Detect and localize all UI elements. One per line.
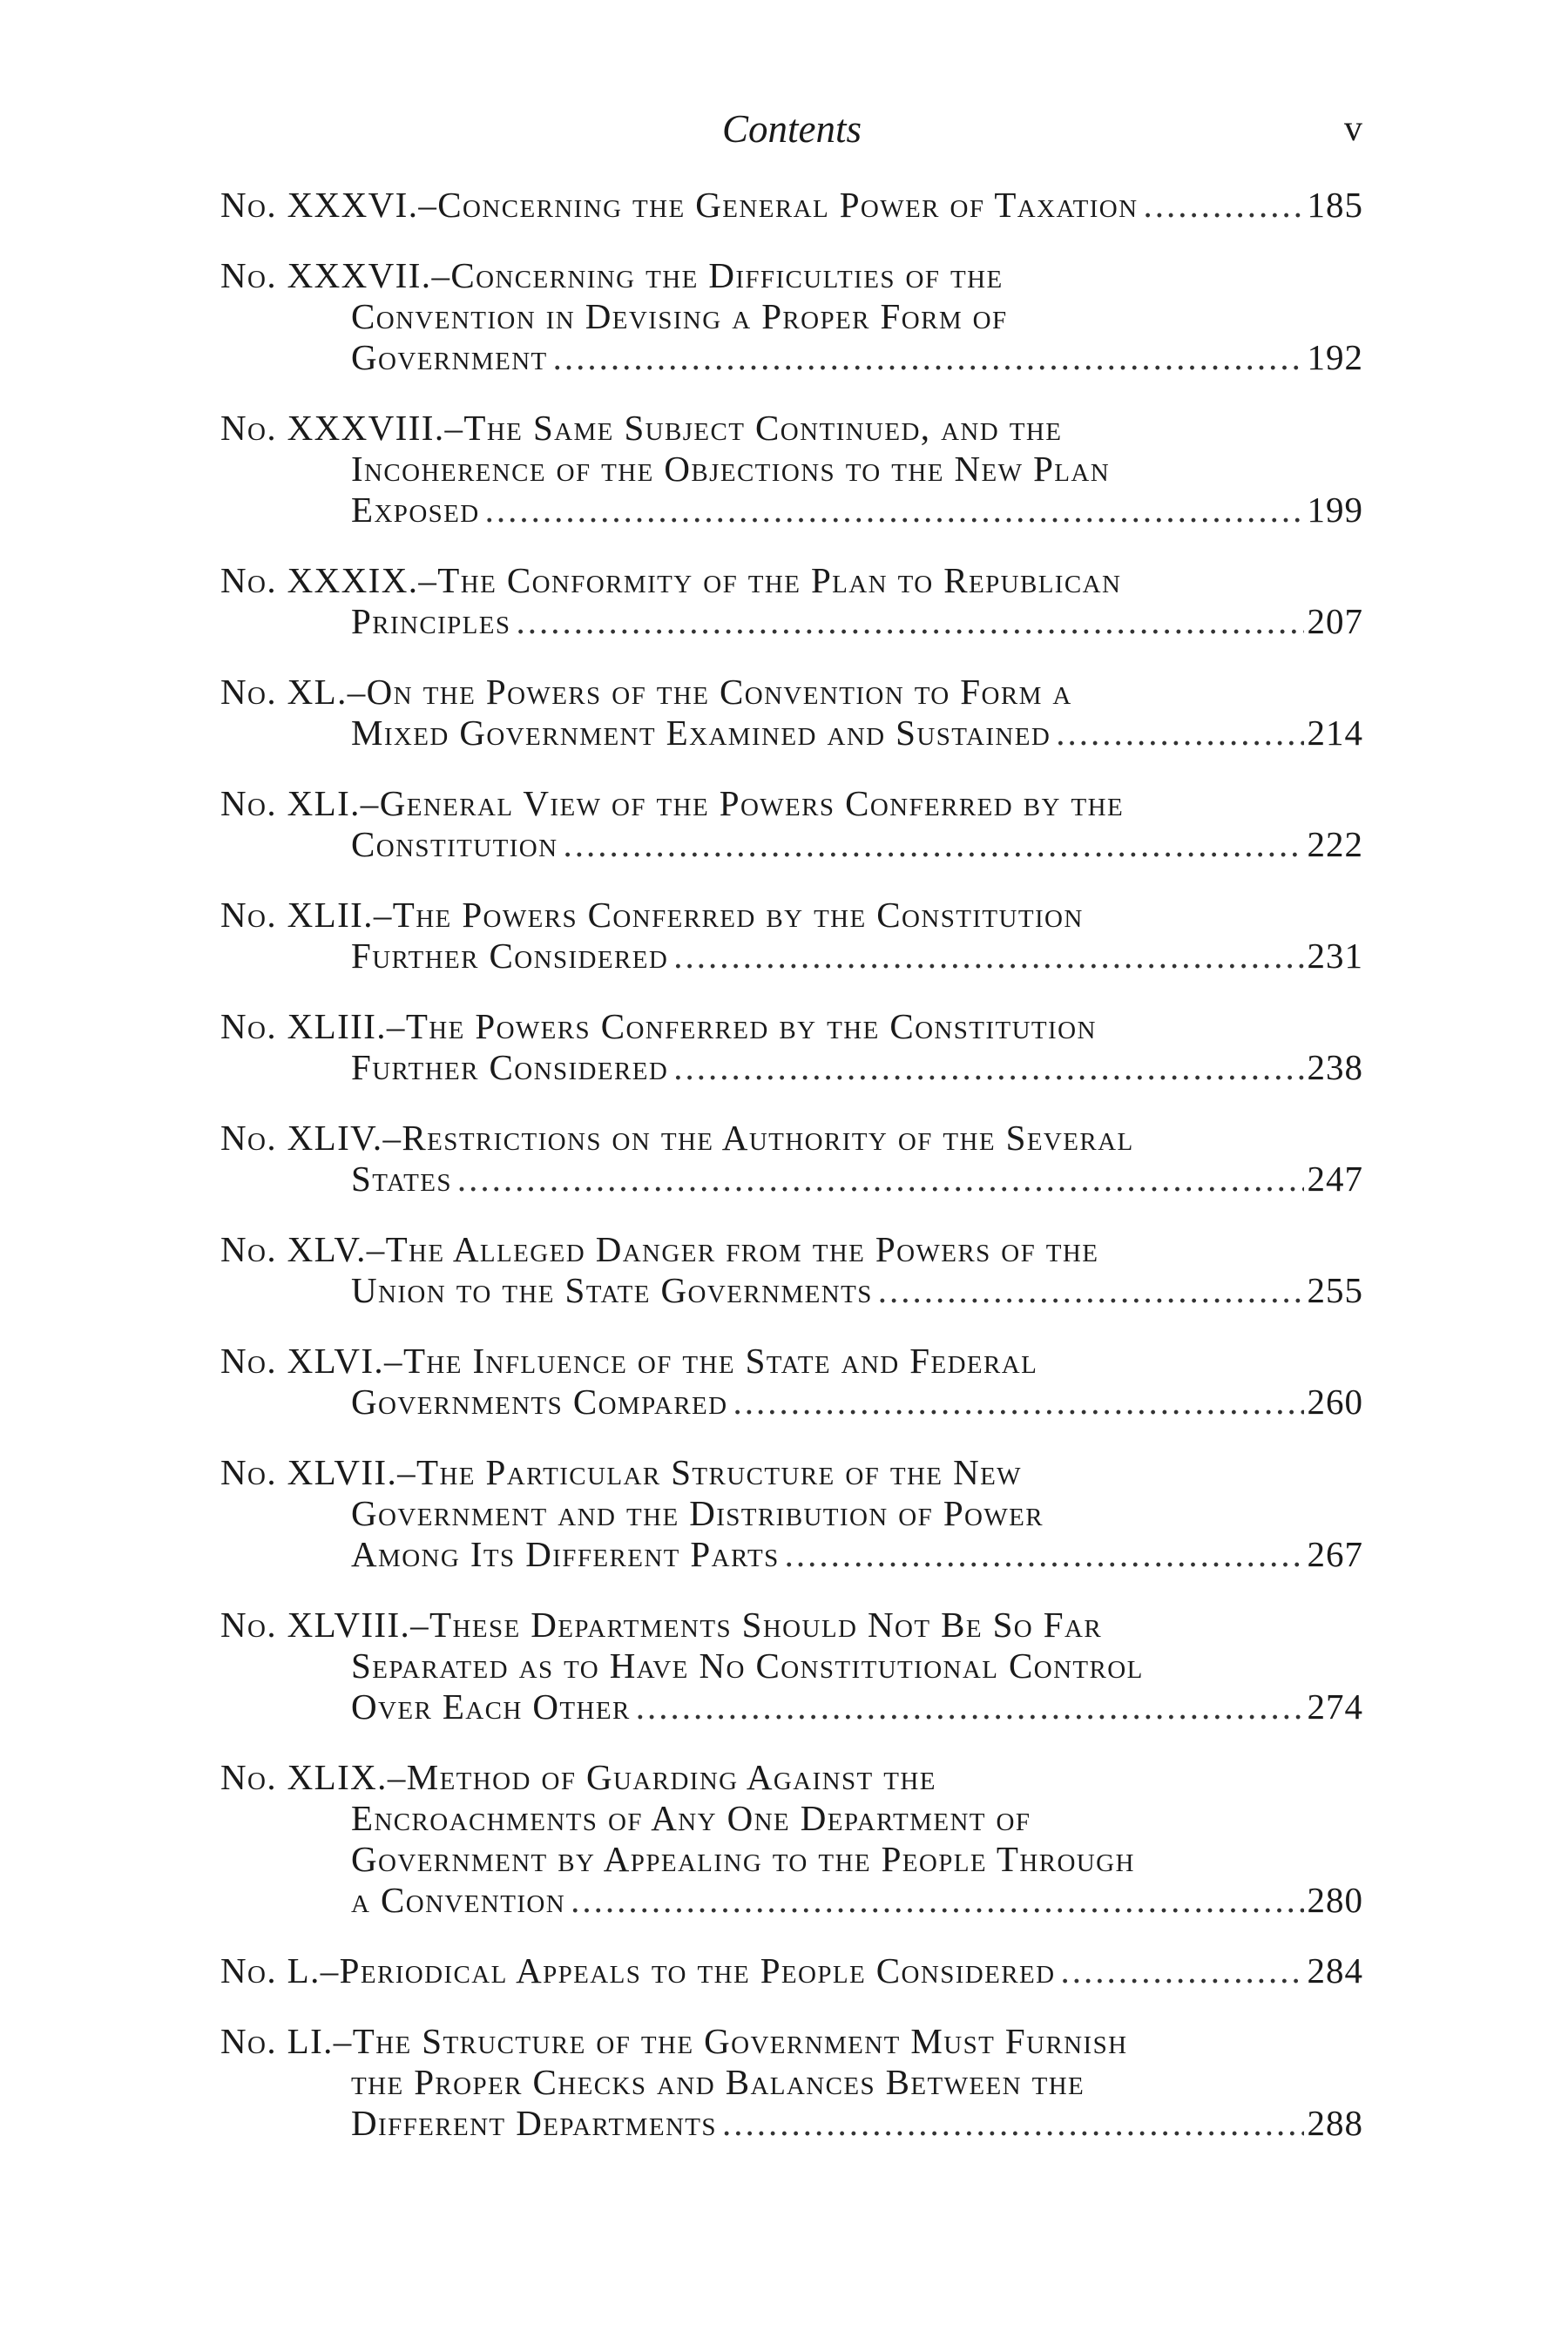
toc-entry-text: Separated as to Have No Constitutional Control bbox=[351, 1646, 1144, 1686]
toc-entry-continuation-line bbox=[220, 2062, 1363, 2103]
toc-entry-title-line bbox=[220, 185, 1363, 226]
toc-page-number: 214 bbox=[1307, 713, 1363, 753]
running-title: Contents bbox=[721, 107, 862, 151]
dot-leader bbox=[563, 824, 1303, 865]
toc-entry-text: Government and the Distribution of Power bbox=[351, 1493, 1044, 1533]
toc-page-number: 280 bbox=[1307, 1880, 1363, 1920]
toc-entry-continuation-line bbox=[220, 713, 1363, 754]
toc-entry-text: No. XLVII.–The Particular Structure of the New bbox=[220, 1452, 1022, 1492]
toc-entry bbox=[220, 783, 1363, 865]
toc-page-number: 207 bbox=[1307, 601, 1363, 641]
toc-entry bbox=[220, 672, 1363, 754]
toc-entry-title-line bbox=[220, 560, 1363, 601]
toc-entry-text: No. XLVI.–The Influence of the State and Federal bbox=[220, 1341, 1038, 1381]
dot-leader bbox=[1143, 185, 1303, 226]
toc-entry bbox=[220, 255, 1363, 378]
toc-entry-continuation-line bbox=[220, 1880, 1363, 1921]
toc-page-number: 267 bbox=[1307, 1534, 1363, 1574]
toc-entry-text: Incoherence of the Objections to the New Plan bbox=[351, 449, 1111, 489]
toc-entry-text: Governments Compared bbox=[351, 1382, 728, 1422]
toc-page-number: 247 bbox=[1307, 1159, 1363, 1199]
toc-entry bbox=[220, 1006, 1363, 1088]
toc-entry-text: Government by Appealing to the People Through bbox=[351, 1839, 1135, 1879]
toc-entry bbox=[220, 2021, 1363, 2144]
toc-entry-text: No. XLI.–General View of the Powers Conferred by the bbox=[220, 783, 1125, 823]
toc-entry-text: Encroachments of Any One Department of bbox=[351, 1798, 1031, 1838]
dot-leader bbox=[516, 601, 1303, 642]
toc-entry-text: the Proper Checks and Balances Between the bbox=[351, 2062, 1085, 2102]
toc-entry-text: No. LI.–The Structure of the Government Must Furnish bbox=[220, 2021, 1128, 2061]
dot-leader bbox=[1060, 1950, 1303, 1991]
running-head bbox=[220, 103, 1363, 155]
toc-entry-text: Mixed Government Examined and Sustained bbox=[351, 713, 1051, 753]
toc-entry bbox=[220, 560, 1363, 642]
toc-entry-text: Union to the State Governments bbox=[351, 1270, 873, 1310]
toc-entry-title-line bbox=[220, 783, 1363, 824]
dot-leader bbox=[553, 337, 1304, 378]
toc-page-number: 238 bbox=[1307, 1047, 1363, 1087]
toc-page-number: 284 bbox=[1307, 1950, 1363, 1990]
toc-entry-continuation-line bbox=[220, 1646, 1363, 1686]
toc-entry bbox=[220, 895, 1363, 977]
toc-entry-text: Among Its Different Parts bbox=[351, 1534, 780, 1574]
toc-entry-continuation-line bbox=[220, 337, 1363, 378]
dot-leader bbox=[673, 1047, 1303, 1088]
toc-entry bbox=[220, 1229, 1363, 1311]
dot-leader bbox=[673, 936, 1303, 977]
toc-page-number: 274 bbox=[1307, 1686, 1363, 1727]
toc-entry-title-line bbox=[220, 408, 1363, 449]
toc-entry bbox=[220, 1452, 1363, 1575]
toc-entry-title-line bbox=[220, 255, 1363, 296]
toc-entry-continuation-line bbox=[220, 1493, 1363, 1534]
toc-entry-continuation-line bbox=[220, 601, 1363, 642]
toc-entry-title-line bbox=[220, 1757, 1363, 1798]
toc-entry-text: No. XXXIX.–The Conformity of the Plan to Republican bbox=[220, 560, 1122, 600]
dot-leader bbox=[1056, 713, 1303, 754]
toc-entry-title-line bbox=[220, 1006, 1363, 1047]
toc-entry-text: No. XLIII.–The Powers Conferred by the Constitution bbox=[220, 1006, 1097, 1046]
toc-entry-text: Government bbox=[351, 337, 548, 377]
dot-leader bbox=[636, 1686, 1304, 1727]
toc-entry-title-line bbox=[220, 1229, 1363, 1270]
toc-entry-title-line bbox=[220, 1118, 1363, 1159]
toc-entry-text: Constitution bbox=[351, 824, 558, 864]
dot-leader bbox=[571, 1880, 1303, 1921]
toc-entry bbox=[220, 1605, 1363, 1727]
toc-entry-continuation-line bbox=[220, 449, 1363, 490]
toc-entry-text: Convention in Devising a Proper Form of bbox=[351, 296, 1008, 336]
toc-entry-title-line bbox=[220, 1950, 1363, 1991]
toc-entry-continuation-line bbox=[220, 1686, 1363, 1727]
dot-leader bbox=[878, 1270, 1304, 1311]
dot-leader bbox=[733, 1382, 1304, 1423]
toc-entry-text: No. XLII.–The Powers Conferred by the Constitution bbox=[220, 895, 1084, 935]
toc-entry-text: Exposed bbox=[351, 490, 480, 530]
toc-entry-text: a Convention bbox=[351, 1880, 566, 1920]
toc-entry-text: Different Departments bbox=[351, 2103, 717, 2143]
toc-page-number: 255 bbox=[1307, 1270, 1363, 1310]
toc-entry-title-line bbox=[220, 672, 1363, 713]
toc-entry-text: Principles bbox=[351, 601, 511, 641]
toc-entry-text: States bbox=[351, 1159, 452, 1199]
dot-leader bbox=[485, 490, 1304, 531]
toc-entry-continuation-line bbox=[220, 1534, 1363, 1575]
toc-entry bbox=[220, 1341, 1363, 1423]
toc-entry-text: No. XLV.–The Alleged Danger from the Powers of the bbox=[220, 1229, 1099, 1269]
toc-entry-title-line bbox=[220, 2021, 1363, 2062]
toc-page-number: 288 bbox=[1307, 2103, 1363, 2143]
toc-entry-text: Over Each Other bbox=[351, 1686, 631, 1727]
dot-leader bbox=[785, 1534, 1304, 1575]
toc-entry-title-line bbox=[220, 1452, 1363, 1493]
toc-entry-continuation-line bbox=[220, 2103, 1363, 2144]
toc-entry bbox=[220, 1118, 1363, 1200]
toc-entry-text: No. XL.–On the Powers of the Convention to Form a bbox=[220, 672, 1072, 712]
toc-entry-text: No. XXXVII.–Concerning the Difficulties of the bbox=[220, 255, 1004, 295]
toc-page-number: 199 bbox=[1307, 490, 1363, 530]
toc-entry-title-line bbox=[220, 1341, 1363, 1382]
table-of-contents bbox=[220, 185, 1363, 2173]
toc-page-number: 185 bbox=[1307, 185, 1363, 225]
toc-page-number: 231 bbox=[1307, 936, 1363, 976]
toc-entry-continuation-line bbox=[220, 1798, 1363, 1839]
toc-entry-text: No. XXXVI.–Concerning the General Power of Taxation bbox=[220, 185, 1139, 225]
toc-entry-continuation-line bbox=[220, 1270, 1363, 1311]
page-number-folio: v bbox=[1344, 109, 1363, 149]
toc-entry-title-line bbox=[220, 895, 1363, 936]
toc-entry-text: No. L.–Periodical Appeals to the People Considered bbox=[220, 1950, 1056, 1990]
toc-entry-text: No. XXXVIII.–The Same Subject Continued, and the bbox=[220, 408, 1063, 448]
dot-leader bbox=[722, 2103, 1304, 2144]
toc-entry-continuation-line bbox=[220, 1382, 1363, 1423]
toc-entry bbox=[220, 185, 1363, 226]
toc-page-number: 192 bbox=[1307, 337, 1363, 377]
toc-entry-text: No. XLIX.–Method of Guarding Against the bbox=[220, 1757, 936, 1797]
toc-entry-continuation-line bbox=[220, 1047, 1363, 1088]
toc-entry bbox=[220, 1757, 1363, 1921]
toc-entry-text: Further Considered bbox=[351, 936, 669, 976]
toc-page-number: 260 bbox=[1307, 1382, 1363, 1422]
toc-entry bbox=[220, 1950, 1363, 1991]
toc-entry-continuation-line bbox=[220, 296, 1363, 337]
toc-entry-continuation-line bbox=[220, 490, 1363, 531]
toc-entry-text: Further Considered bbox=[351, 1047, 669, 1087]
toc-entry-continuation-line bbox=[220, 1159, 1363, 1200]
toc-entry-continuation-line bbox=[220, 936, 1363, 977]
toc-entry-continuation-line bbox=[220, 1839, 1363, 1880]
dot-leader bbox=[457, 1159, 1304, 1200]
toc-entry-text: No. XLVIII.–These Departments Should Not Be So Far bbox=[220, 1605, 1103, 1645]
toc-entry-text: No. XLIV.–Restrictions on the Authority of the Several bbox=[220, 1118, 1134, 1158]
toc-entry bbox=[220, 408, 1363, 531]
toc-entry-continuation-line bbox=[220, 824, 1363, 865]
toc-entry-title-line bbox=[220, 1605, 1363, 1646]
toc-page-number: 222 bbox=[1307, 824, 1363, 864]
